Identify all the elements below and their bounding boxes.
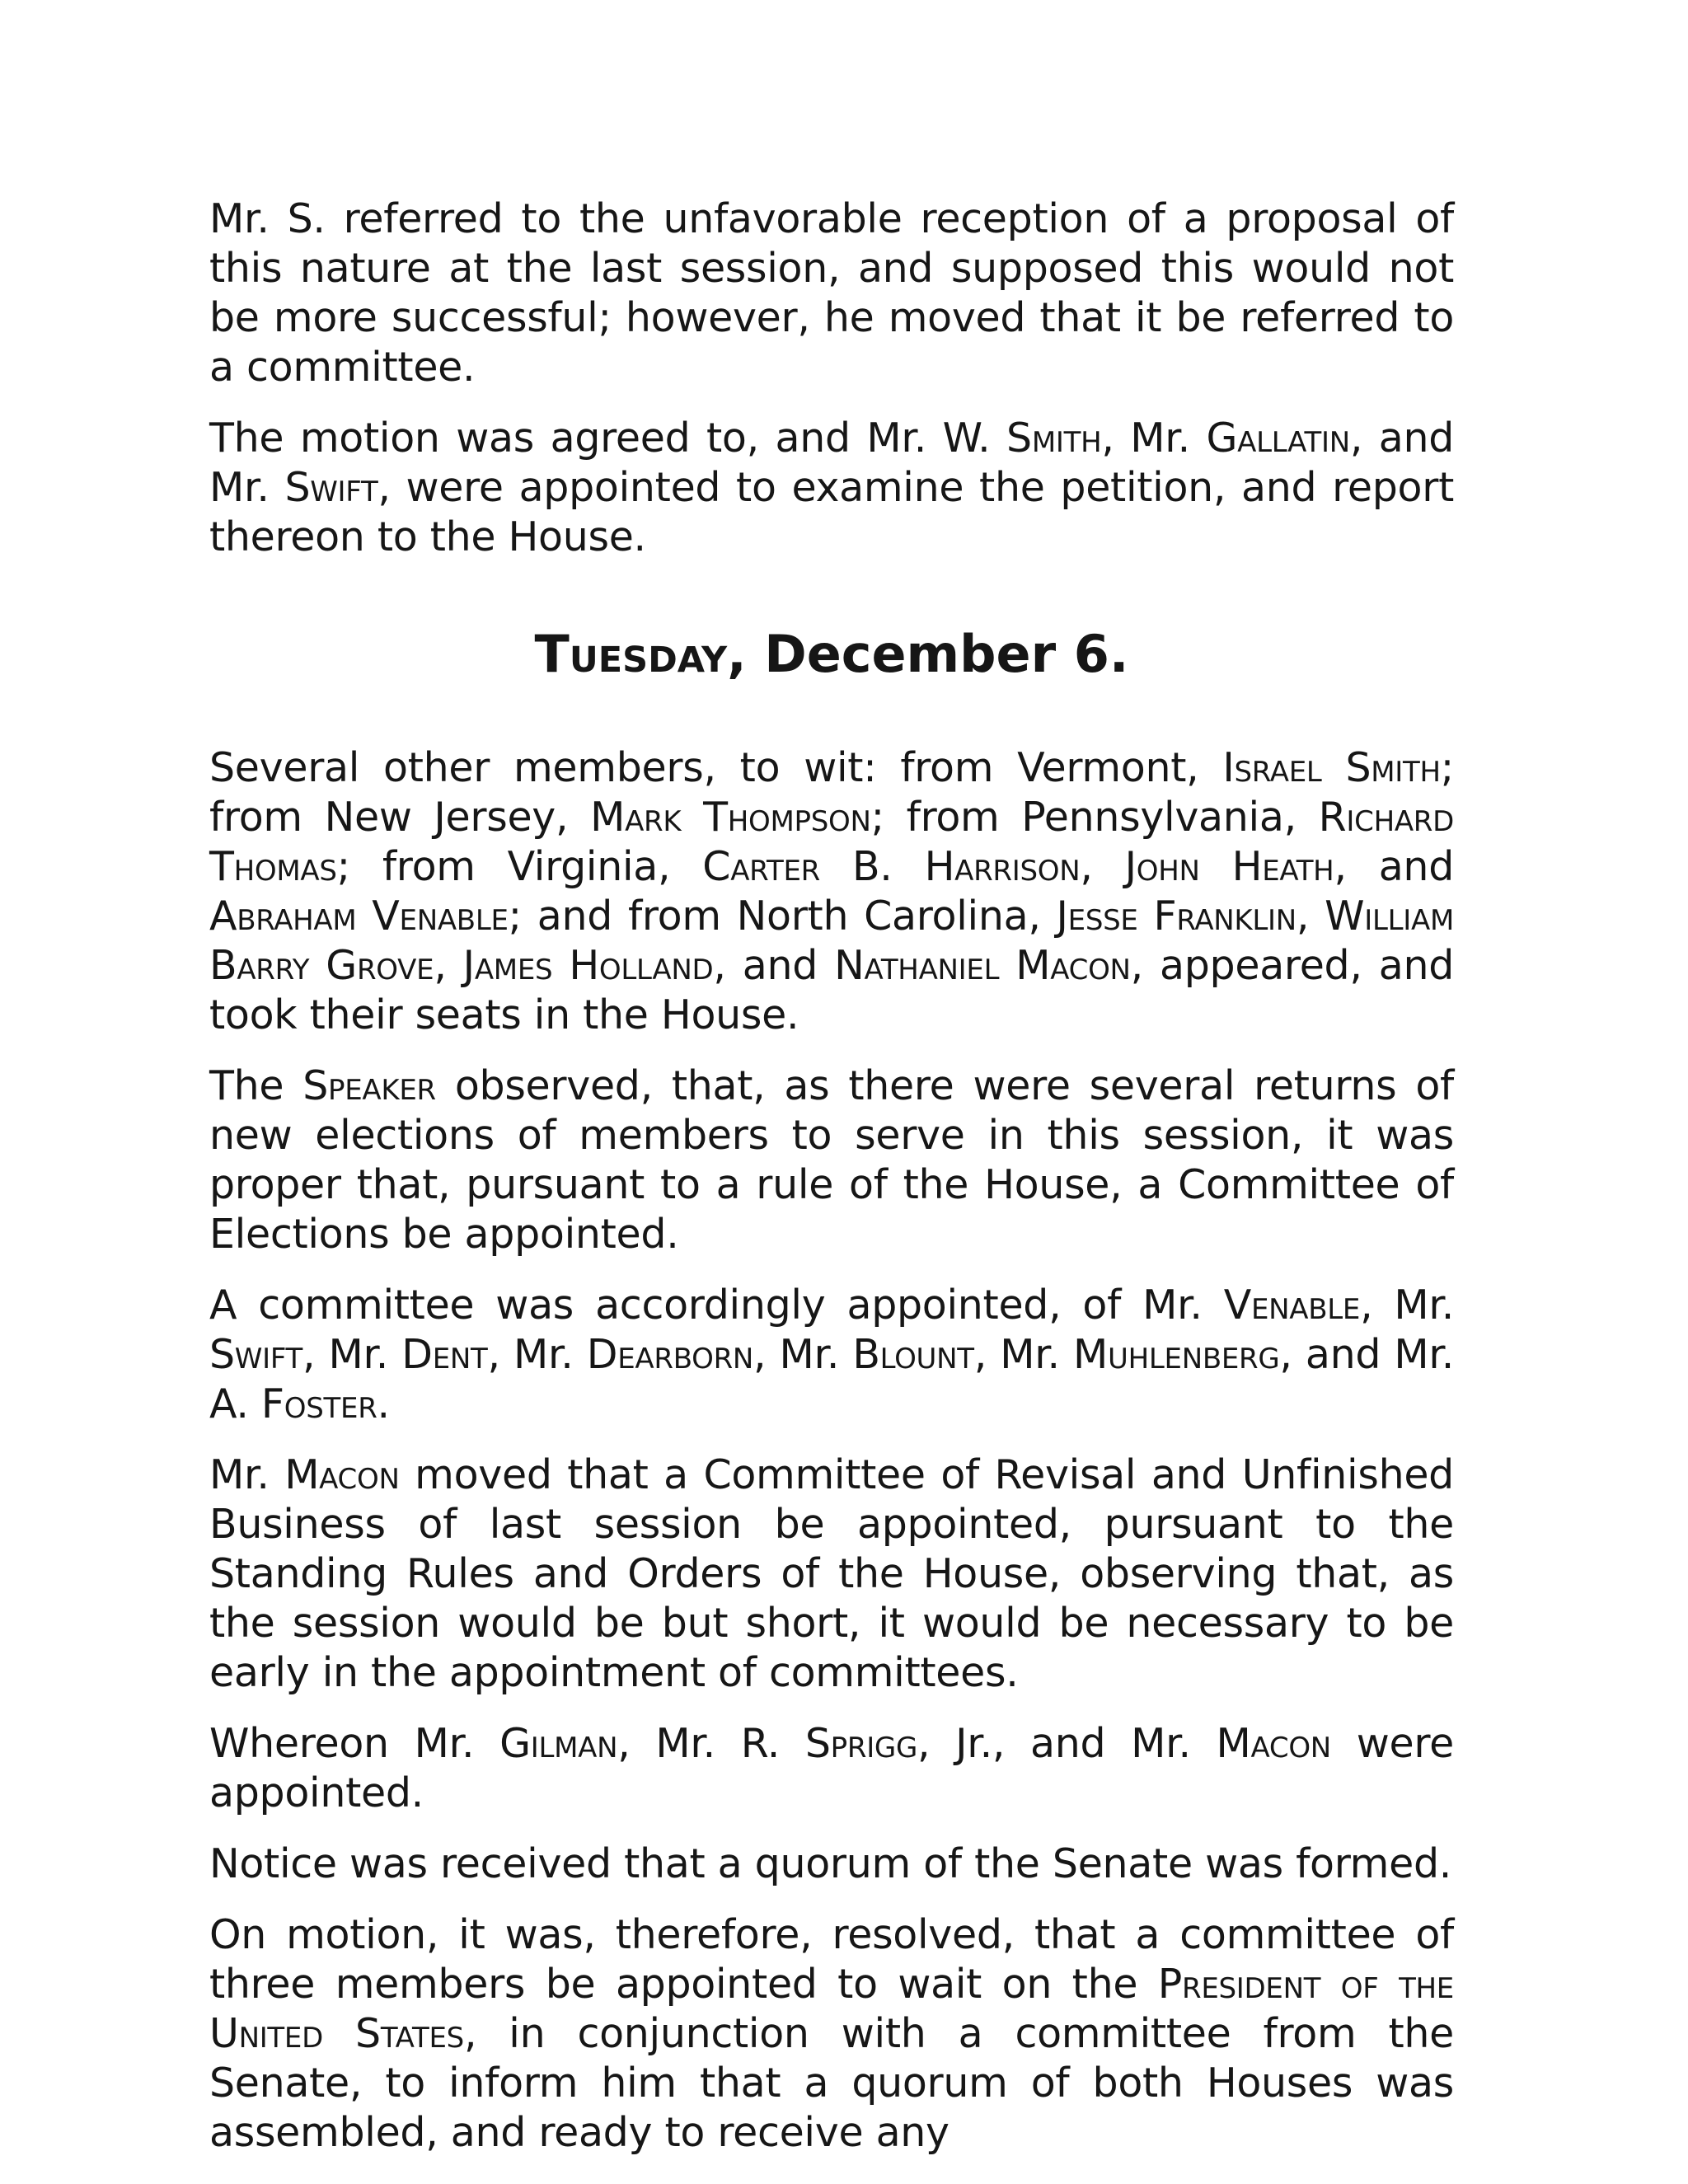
paragraph <box>209 1840 1454 1889</box>
small-caps-name: Sprigg <box>804 1720 918 1767</box>
small-caps-name: President of the United States <box>209 1961 1454 2057</box>
small-caps-name: Speaker <box>302 1062 436 1109</box>
small-caps-name: John Heath <box>1124 843 1334 890</box>
heading-day: Tuesday <box>534 624 728 684</box>
small-caps-name: Blount <box>852 1331 974 1378</box>
small-caps-name: James Holland <box>462 942 714 989</box>
paragraph <box>209 1719 1454 1818</box>
text-run: Mr. <box>209 1451 285 1498</box>
small-caps-name: Mark Thompson <box>590 794 871 841</box>
text-run: A committee was accordingly appointed, of Mr. <box>209 1282 1224 1329</box>
top-paragraphs <box>209 194 1454 562</box>
text-run: , and <box>1334 843 1454 890</box>
text-run: , and Mr. <box>209 415 1455 511</box>
paragraph <box>209 194 1454 392</box>
text-run: The <box>209 1062 303 1109</box>
text-run: , <box>434 942 463 989</box>
small-caps-name: Harrison <box>924 843 1081 890</box>
paragraph <box>209 1451 1454 1698</box>
paragraph <box>209 414 1454 562</box>
text-run: , Mr. <box>487 1331 587 1378</box>
small-caps-name: Nathaniel Macon <box>834 942 1131 989</box>
small-caps-name: Abraham Venable <box>209 893 509 940</box>
small-caps-name: Macon <box>1216 1720 1331 1767</box>
small-caps-name: Dearborn <box>586 1331 754 1378</box>
small-caps-name: Foster <box>260 1380 377 1427</box>
small-caps-name: William Barry Grove <box>209 893 1454 989</box>
page-body <box>209 194 1454 2179</box>
text-run: Notice was received that a quorum of the Senate was formed. <box>209 1840 1452 1887</box>
small-caps-name: Dent <box>401 1331 488 1378</box>
small-caps-name: Swift <box>209 1331 302 1378</box>
paragraph <box>209 1062 1454 1259</box>
bottom-paragraphs <box>209 743 1454 2158</box>
text-run: observed, that, as there were several returns of new elections of members to serve in this session, it was proper that, pursuant to a rule of the House, a Committee of Elections be appointed. <box>209 1062 1454 1258</box>
text-run: , in conjunction with a committee from the Senate, to inform him that a quorum of both Houses was assembled, and ready to receive any <box>209 2010 1454 2156</box>
text-run: , Mr. <box>973 1331 1074 1378</box>
text-run: , and <box>713 942 835 989</box>
text-run: , Mr. <box>302 1331 402 1378</box>
small-caps-name: Carter <box>702 843 820 890</box>
text-run: , appeared, and took their seats in the House. <box>209 942 1455 1038</box>
text-run: , Mr. <box>753 1331 853 1378</box>
small-caps-name: Gallatin <box>1206 415 1350 462</box>
small-caps-name: Richard Thomas <box>209 794 1455 890</box>
text-run: Whereon Mr. <box>209 1720 500 1767</box>
text-run: , and Mr. A. <box>209 1331 1454 1427</box>
small-caps-name: Venable <box>1223 1282 1361 1329</box>
small-caps-name: Gilman <box>499 1720 618 1767</box>
text-run: , Mr. <box>1101 415 1207 462</box>
text-run: ; from Virginia, <box>336 843 703 890</box>
text-run: , were appointed to examine the petition, and report thereon to the House. <box>209 464 1454 560</box>
text-run: . <box>377 1380 390 1427</box>
text-run: , Mr. R. <box>617 1720 805 1767</box>
small-caps-name: Jesse Franklin <box>1056 893 1296 940</box>
text-run: On motion, it was, therefore, resolved, that a committee of three members be appointed to wait on the <box>209 1911 1454 2008</box>
text-run: The motion was agreed to, and Mr. W. <box>209 415 1007 462</box>
text-run: , <box>1296 893 1325 940</box>
text-run: ; from New Jersey, <box>209 744 1454 841</box>
small-caps-name: Israel Smith <box>1222 744 1441 791</box>
text-run: , <box>1080 843 1125 890</box>
text-run: were appointed. <box>209 1720 1454 1816</box>
text-run: ; from Pennsylvania, <box>870 794 1319 841</box>
text-run: , Mr. <box>1360 1282 1455 1329</box>
small-caps-name: Muhlenberg <box>1073 1331 1280 1378</box>
text-run: moved that a Committee of Revisal and Unfinished Business of last session be appointed, pursuant to the Standing Rules and Orders of the House, observing that, as the session would be but short, it would be necessary to be early in the appointment of committees. <box>209 1451 1454 1696</box>
paragraph <box>209 1281 1454 1429</box>
paragraph <box>209 743 1454 1040</box>
small-caps-name: Macon <box>284 1451 400 1498</box>
text-run: B. <box>820 843 925 890</box>
small-caps-name: Smith <box>1006 415 1102 462</box>
date-heading <box>209 623 1454 686</box>
text-run: Mr. S. referred to the unfavorable reception of a proposal of this nature at the last session, and supposed this would not be more successful; however, he moved that it be referred to a committee. <box>209 195 1454 391</box>
text-run: , Jr., and Mr. <box>917 1720 1217 1767</box>
heading-date: , December 6. <box>727 624 1129 684</box>
text-run: Several other members, to wit: from Vermont, <box>209 744 1223 791</box>
text-run: ; and from North Carolina, <box>508 893 1057 940</box>
small-caps-name: Swift <box>284 464 378 511</box>
paragraph <box>209 1910 1454 2158</box>
